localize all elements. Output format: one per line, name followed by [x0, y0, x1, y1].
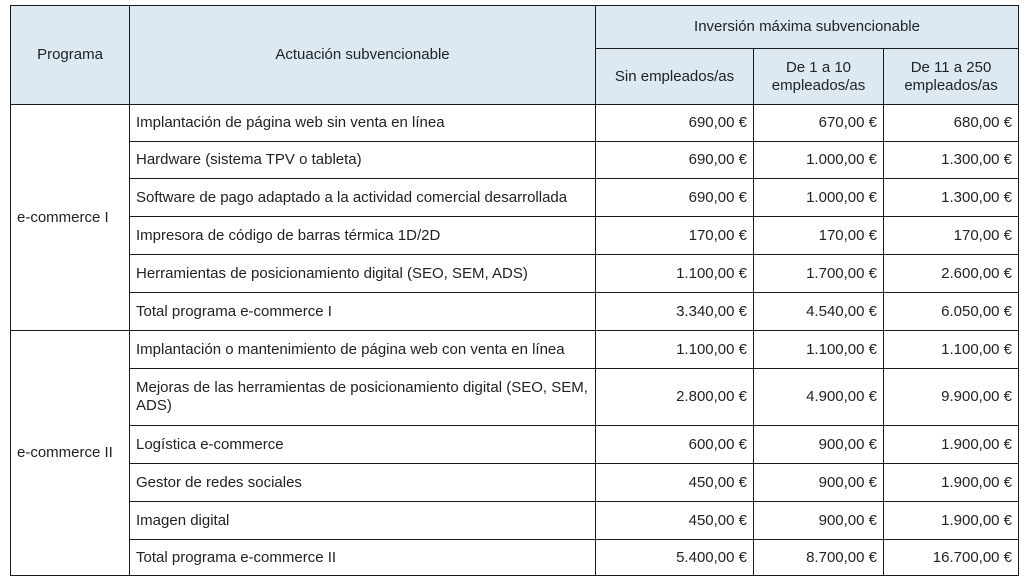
header-programa: Programa — [11, 6, 130, 105]
table-row-total — [11, 540, 1019, 576]
value-11-250-cell: 1.300,00 € — [884, 142, 1019, 179]
value-1-10-cell: 1.700,00 € — [754, 255, 884, 293]
table-row — [11, 179, 1019, 217]
value-11-250-cell: 1.100,00 € — [884, 331, 1019, 369]
actuacion-cell: Impresora de código de barras térmica 1D/2D — [130, 217, 596, 255]
table-row — [11, 105, 1019, 142]
value-11-250-cell: 16.700,00 € — [884, 540, 1019, 576]
value-1-10-cell: 670,00 € — [754, 105, 884, 142]
value-sin-cell: 2.800,00 € — [596, 369, 754, 426]
header-1-10-empleados: De 1 a 10 empleados/as — [754, 49, 884, 105]
value-11-250-cell: 6.050,00 € — [884, 293, 1019, 331]
value-1-10-cell: 900,00 € — [754, 502, 884, 540]
value-11-250-cell: 1.900,00 € — [884, 502, 1019, 540]
actuacion-cell: Logística e-commerce — [130, 426, 596, 464]
value-sin-cell: 450,00 € — [596, 502, 754, 540]
table-row — [11, 369, 1019, 426]
actuacion-cell: Total programa e-commerce II — [130, 540, 596, 576]
header-11-250-empleados: De 11 a 250 empleados/as — [884, 49, 1019, 105]
value-11-250-cell: 1.900,00 € — [884, 426, 1019, 464]
value-1-10-cell: 8.700,00 € — [754, 540, 884, 576]
value-1-10-cell: 900,00 € — [754, 464, 884, 502]
value-1-10-cell: 900,00 € — [754, 426, 884, 464]
value-sin-cell: 1.100,00 € — [596, 331, 754, 369]
table-row — [11, 426, 1019, 464]
value-sin-cell: 690,00 € — [596, 142, 754, 179]
value-1-10-cell: 1.000,00 € — [754, 142, 884, 179]
value-sin-cell: 690,00 € — [596, 179, 754, 217]
value-sin-cell: 5.400,00 € — [596, 540, 754, 576]
header-sin-empleados: Sin empleados/as — [596, 49, 754, 105]
actuacion-cell: Software de pago adaptado a la actividad comercial desarrollada — [130, 179, 596, 217]
value-11-250-cell: 170,00 € — [884, 217, 1019, 255]
actuacion-cell: Imagen digital — [130, 502, 596, 540]
actuacion-cell: Implantación de página web sin venta en línea — [130, 105, 596, 142]
table-row — [11, 255, 1019, 293]
value-1-10-cell: 4.540,00 € — [754, 293, 884, 331]
table-row — [11, 502, 1019, 540]
subsidy-table — [10, 5, 1019, 576]
actuacion-cell: Gestor de redes sociales — [130, 464, 596, 502]
value-11-250-cell: 680,00 € — [884, 105, 1019, 142]
programa-cell: e-commerce I — [11, 105, 130, 331]
value-11-250-cell: 1.900,00 € — [884, 464, 1019, 502]
actuacion-cell: Implantación o mantenimiento de página web con venta en línea — [130, 331, 596, 369]
value-1-10-cell: 4.900,00 € — [754, 369, 884, 426]
value-sin-cell: 170,00 € — [596, 217, 754, 255]
table-row — [11, 464, 1019, 502]
value-sin-cell: 690,00 € — [596, 105, 754, 142]
value-1-10-cell: 1.100,00 € — [754, 331, 884, 369]
value-sin-cell: 600,00 € — [596, 426, 754, 464]
value-sin-cell: 450,00 € — [596, 464, 754, 502]
table-row — [11, 331, 1019, 369]
value-sin-cell: 1.100,00 € — [596, 255, 754, 293]
table-row — [11, 217, 1019, 255]
value-11-250-cell: 9.900,00 € — [884, 369, 1019, 426]
value-11-250-cell: 2.600,00 € — [884, 255, 1019, 293]
actuacion-cell: Mejoras de las herramientas de posicionamiento digital (SEO, SEM, ADS) — [130, 369, 596, 426]
value-11-250-cell: 1.300,00 € — [884, 179, 1019, 217]
programa-cell: e-commerce II — [11, 331, 130, 576]
value-sin-cell: 3.340,00 € — [596, 293, 754, 331]
actuacion-cell: Herramientas de posicionamiento digital (SEO, SEM, ADS) — [130, 255, 596, 293]
header-actuacion: Actuación subvencionable — [130, 6, 596, 105]
header-inversion: Inversión máxima subvencionable — [596, 6, 1019, 49]
actuacion-cell: Total programa e-commerce I — [130, 293, 596, 331]
table-row-total — [11, 293, 1019, 331]
table-row — [11, 142, 1019, 179]
value-1-10-cell: 170,00 € — [754, 217, 884, 255]
value-1-10-cell: 1.000,00 € — [754, 179, 884, 217]
actuacion-cell: Hardware (sistema TPV o tableta) — [130, 142, 596, 179]
